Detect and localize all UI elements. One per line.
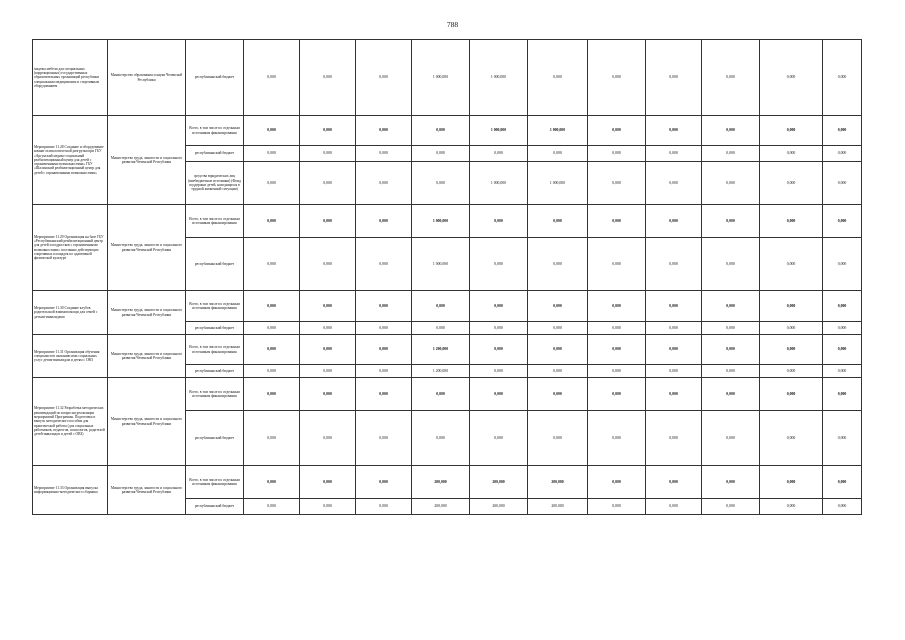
value-cell: 0,000 [300,238,356,291]
funding-source-cell: республиканский бюджет [186,146,244,162]
value-cell: 0,000 [702,365,760,378]
value-cell: 0,000 [356,466,412,499]
value-cell: 0,000 [760,335,823,365]
page-bottom-margin [0,550,905,640]
funding-source-cell: Всего, в том числе по отдельным источникам финансирования [186,205,244,238]
value-cell: 200,000 [528,466,588,499]
table-row [33,291,862,322]
value-cell: 0,000 [588,162,646,205]
value-cell: 0,000 [646,365,702,378]
value-cell: 0,000 [823,238,862,291]
value-cell: 0,000 [588,116,646,146]
value-cell: 0,000 [760,116,823,146]
value-cell: 0,000 [470,146,528,162]
value-cell: 0,000 [356,499,412,515]
value-cell: 0,000 [356,146,412,162]
value-cell: 0,000 [646,499,702,515]
value-cell: 0,000 [760,146,823,162]
value-cell: 0,000 [300,146,356,162]
value-cell: 0,000 [588,411,646,466]
value-cell: 0,000 [244,116,300,146]
value-cell: 200,000 [470,466,528,499]
value-cell: 0,000 [588,205,646,238]
value-cell: 0,000 [646,162,702,205]
executor-cell: Министерство труда, занятости и социального развития Чеченской Республики [108,335,186,378]
value-cell: 0,000 [588,466,646,499]
value-cell: 0,000 [528,365,588,378]
value-cell: 0,000 [702,335,760,365]
value-cell: 0,000 [588,40,646,116]
value-cell: 0,000 [702,499,760,515]
value-cell: 0,000 [528,238,588,291]
value-cell: 0,000 [760,40,823,116]
value-cell: 0,000 [356,378,412,411]
value-cell: 0,000 [760,162,823,205]
value-cell: 0,000 [356,411,412,466]
value-cell: 0,000 [823,205,862,238]
value-cell: 0,000 [702,146,760,162]
value-cell: 0,000 [646,378,702,411]
value-cell: 0,000 [244,40,300,116]
value-cell: 0,000 [646,146,702,162]
value-cell: 0,000 [470,291,528,322]
value-cell: 0,000 [412,291,470,322]
value-cell: 0,000 [300,411,356,466]
funding-source-cell: республиканский бюджет [186,499,244,515]
value-cell: 0,000 [823,411,862,466]
value-cell: 0,000 [470,411,528,466]
value-cell: 0,000 [300,322,356,335]
value-cell: 0,000 [702,238,760,291]
value-cell: 0,000 [760,322,823,335]
value-cell: 0,000 [300,378,356,411]
value-cell: 0,000 [823,322,862,335]
value-cell: 0,000 [646,335,702,365]
value-cell: 0,000 [823,146,862,162]
value-cell: 0,000 [300,466,356,499]
value-cell: 0,000 [588,146,646,162]
value-cell: 0,000 [528,146,588,162]
value-cell: 0,000 [588,238,646,291]
value-cell: 0,000 [244,365,300,378]
value-cell: 0,000 [760,378,823,411]
value-cell: 0,000 [470,322,528,335]
value-cell: 0,000 [356,365,412,378]
value-cell: 1 000,000 [528,162,588,205]
table-row [33,378,862,411]
value-cell: 0,000 [528,40,588,116]
value-cell: 0,000 [244,499,300,515]
value-cell: 0,000 [470,365,528,378]
value-cell: 200,000 [412,466,470,499]
value-cell: 0,000 [244,335,300,365]
value-cell: 0,000 [244,322,300,335]
value-cell: 0,000 [588,322,646,335]
value-cell: 0,000 [646,411,702,466]
value-cell: 0,000 [412,411,470,466]
value-cell: 1 000,000 [412,238,470,291]
value-cell: 0,000 [702,466,760,499]
value-cell: 200,000 [470,499,528,515]
table-row [33,40,862,116]
value-cell: 0,000 [300,205,356,238]
value-cell: 0,000 [528,291,588,322]
value-cell: 0,000 [702,411,760,466]
event-cell: закупка мебели для специальных (коррекционных) государственных образовательных организаций республики специальным медицинским и спортивным оборудованием [33,40,108,116]
value-cell: 0,000 [702,291,760,322]
value-cell: 0,000 [823,291,862,322]
funding-source-cell: республиканский бюджет [186,322,244,335]
value-cell: 0,000 [300,499,356,515]
funding-source-cell: Всего, в том числе по отдельным источникам финансирования [186,466,244,499]
value-cell: 0,000 [588,365,646,378]
table-row [33,205,862,238]
executor-cell: Министерство труда, занятости и социального развития Чеченской Республики [108,378,186,466]
value-cell: 0,000 [300,335,356,365]
value-cell: 0,000 [300,162,356,205]
value-cell: 200,000 [528,499,588,515]
table-row [33,335,862,365]
value-cell: 0,000 [528,378,588,411]
value-cell: 0,000 [646,40,702,116]
budget-table [32,39,862,515]
value-cell: 0,000 [823,162,862,205]
value-cell: 0,000 [823,335,862,365]
value-cell: 0,000 [702,378,760,411]
value-cell: 0,000 [412,162,470,205]
value-cell: 0,000 [760,466,823,499]
value-cell: 0,000 [528,335,588,365]
funding-source-cell: республиканский бюджет [186,40,244,116]
value-cell: 0,000 [470,335,528,365]
executor-cell: Министерство труда, занятости и социального развития Чеченской Республики [108,466,186,515]
value-cell: 0,000 [588,291,646,322]
funding-source-cell: республиканский бюджет [186,238,244,291]
value-cell: 0,000 [760,499,823,515]
value-cell: 0,000 [356,162,412,205]
value-cell: 0,000 [244,411,300,466]
funding-source-cell: республиканский бюджет [186,411,244,466]
value-cell: 0,000 [244,205,300,238]
value-cell: 0,000 [470,205,528,238]
value-cell: 0,000 [823,378,862,411]
value-cell: 0,000 [646,205,702,238]
value-cell: 0,000 [244,378,300,411]
value-cell: 1 000,000 [412,40,470,116]
value-cell: 0,000 [412,146,470,162]
value-cell: 0,000 [470,238,528,291]
value-cell: 0,000 [823,466,862,499]
value-cell: 0,000 [823,116,862,146]
funding-source-cell: Всего, в том числе по отдельным источникам финансирования [186,116,244,146]
value-cell: 0,000 [244,238,300,291]
value-cell: 0,000 [760,365,823,378]
value-cell: 0,000 [702,116,760,146]
value-cell: 0,000 [702,162,760,205]
value-cell: 0,000 [356,322,412,335]
value-cell: 0,000 [356,40,412,116]
value-cell: 0,000 [244,466,300,499]
value-cell: 0,000 [702,40,760,116]
value-cell: 0,000 [356,116,412,146]
funding-source-cell: Всего, в том числе по отдельным источникам финансирования [186,335,244,365]
event-cell: Мероприятие 11.29 Организация на базе ГБУ «Республиканский реабилитационный центр для детей и подростков с ограниченными возможностями» постоянно действующих спортивных площадок по адаптивной физической культуре [33,205,108,291]
value-cell: 0,000 [760,291,823,322]
funding-source-cell: средства юридических лиц (внебюджетные источники) (Фонд поддержки детей, находящихся в трудной жизненной ситуации) [186,162,244,205]
event-cell: Мероприятие 11.31 Организация обучения специалистов оказанию ими социальных услуг детям-инвалидам и детям с ОВЗ [33,335,108,378]
value-cell: 0,000 [356,291,412,322]
value-cell: 1 000,000 [412,205,470,238]
executor-cell: Министерство труда, занятости и социального развития Чеченской Республики [108,205,186,291]
value-cell: 1 000,000 [470,116,528,146]
value-cell: 0,000 [528,205,588,238]
value-cell: 0,000 [300,40,356,116]
value-cell: 0,000 [588,378,646,411]
value-cell: 0,000 [646,238,702,291]
value-cell: 0,000 [412,322,470,335]
page-number: 788 [446,20,459,29]
value-cell: 0,000 [300,365,356,378]
table-row [33,116,862,146]
value-cell: 1 000,000 [470,162,528,205]
value-cell: 0,000 [356,205,412,238]
value-cell: 0,000 [300,116,356,146]
value-cell: 1 200,000 [412,365,470,378]
value-cell: 0,000 [646,466,702,499]
value-cell: 0,000 [588,499,646,515]
value-cell: 0,000 [646,322,702,335]
event-cell: Мероприятие 11.33 Организация выпуска информационно-методического сборника [33,466,108,515]
value-cell: 200,000 [412,499,470,515]
event-cell: Мероприятие 11.28 Создание и оборудование комнат психологической разгрузки при ГБУ «Аргунский медико-социальный реабилитационный центр для детей с ограниченными возможностями» ГБУ «Шалинский реабилитационный центр для детей с ограниченными возможностями» [33,116,108,205]
value-cell: 0,000 [823,365,862,378]
executor-cell: Министерство труда, занятости и социального развития Чеченской Республики [108,116,186,205]
value-cell: 0,000 [760,205,823,238]
value-cell: 0,000 [646,291,702,322]
event-cell: Мероприятие 11.30 Создание клубов родительской взаимопомощи для семей с детьми-инвалидами [33,291,108,335]
value-cell: 0,000 [356,335,412,365]
value-cell: 0,000 [244,146,300,162]
value-cell: 0,000 [823,40,862,116]
funding-source-cell: Всего, в том числе по отдельным источникам финансирования [186,291,244,322]
event-cell: Мероприятие 11.32 Разработка методических рекомендаций по вопросам реализации мероприятий Программы. Подготовка и выпуск методического пособия для практической работы (для социальных работников, педагогов, психологов, родителей детей-инвалидов и детей с ОВЗ) [33,378,108,466]
value-cell: 0,000 [588,335,646,365]
value-cell: 0,000 [412,378,470,411]
value-cell: 0,000 [760,411,823,466]
value-cell: 0,000 [356,238,412,291]
value-cell: 0,000 [702,205,760,238]
funding-source-cell: республиканский бюджет [186,365,244,378]
executor-cell: Министерство труда, занятости и социального развития Чеченской Республики [108,291,186,335]
value-cell: 0,000 [244,162,300,205]
value-cell: 1 200,000 [412,335,470,365]
value-cell: 0,000 [823,499,862,515]
value-cell: 0,000 [528,411,588,466]
value-cell: 0,000 [300,291,356,322]
funding-source-cell: Всего, в том числе по отдельным источникам финансирования [186,378,244,411]
value-cell: 0,000 [760,238,823,291]
value-cell: 0,000 [412,116,470,146]
value-cell: 0,000 [470,378,528,411]
value-cell: 0,000 [646,116,702,146]
value-cell: 0,000 [702,322,760,335]
executor-cell: Министерство образования и науки Чеченской Республики [108,40,186,116]
value-cell: 0,000 [244,291,300,322]
value-cell: 0,000 [528,322,588,335]
value-cell: 1 000,000 [528,116,588,146]
table-row [33,466,862,499]
value-cell: 1 000,000 [470,40,528,116]
